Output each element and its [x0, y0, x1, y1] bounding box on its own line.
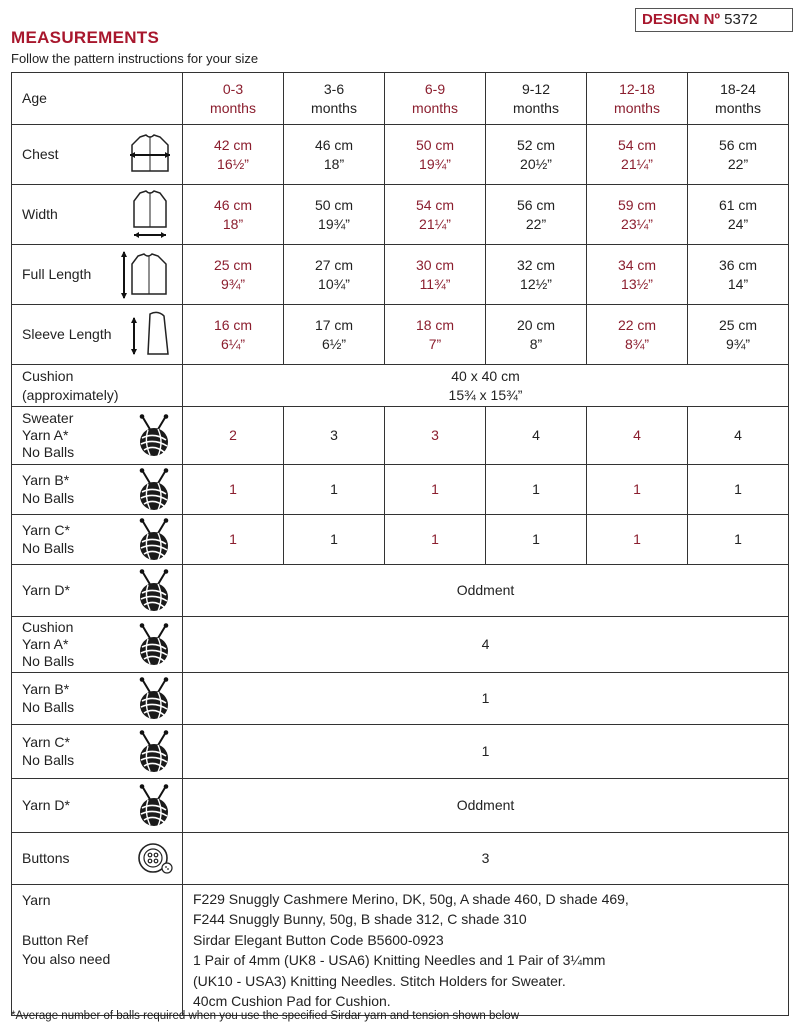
sleeve-length-cell	[486, 305, 587, 365]
age-label: Age	[22, 90, 47, 106]
button-ref-label: Button Ref	[22, 932, 89, 948]
yarn-ball-icon	[134, 730, 174, 774]
cushion-yarn-d-row	[12, 779, 789, 833]
chest-row	[12, 125, 789, 185]
sweater-yarn-a-cell: 2	[183, 407, 284, 465]
sleeve-length-in: 8”	[529, 335, 543, 352]
yarn-ball-icon	[134, 414, 174, 458]
full-length-cm: 34 cm	[617, 256, 657, 273]
full-length-label: Full Length	[22, 266, 92, 282]
sweater-yarn-b-cell: 1	[486, 465, 587, 515]
buttons-label-cell	[12, 833, 183, 885]
chest-cell	[486, 125, 587, 185]
size-unit: months	[311, 99, 357, 116]
sleeve-length-row	[12, 305, 789, 365]
sweater-yarn-b-cell: 1	[183, 465, 284, 515]
needles-line-1: 1 Pair of 4mm (UK8 - USA6) Knitting Needles and 1 Pair of 3¼mm	[193, 952, 606, 968]
design-number-label: DESIGN Nº	[642, 11, 720, 28]
sweater-yarn-d-row	[12, 565, 789, 617]
footnote: *Average number of balls required when you use the specified Sirdar yarn and tension shown below	[11, 1010, 520, 1022]
no-balls-label: No Balls	[22, 652, 75, 669]
full-length-cell	[688, 245, 789, 305]
size-range: 6-9	[424, 80, 446, 97]
yarn-line-2: F244 Snuggly Bunny, 50g, B shade 312, C shade 310	[193, 911, 527, 927]
size-6-9-cell	[385, 73, 486, 125]
sweater-yarn-a-cell: 4	[486, 407, 587, 465]
cushion-section-label: Cushion	[22, 618, 74, 635]
sweater-yarn-c-cell: 1	[688, 515, 789, 565]
length-measure-icon	[118, 248, 174, 302]
cushion-yarn-b-row	[12, 673, 789, 725]
design-number-box	[635, 8, 793, 32]
age-label-cell	[12, 73, 183, 125]
sleeve-length-cm: 16 cm	[213, 316, 253, 333]
width-cell	[688, 185, 789, 245]
yarn-c-label: Yarn C*	[22, 522, 70, 538]
sweater-label: Sweater	[22, 409, 74, 426]
sleeve-length-label: Sleeve Length	[22, 326, 112, 342]
full-length-row	[12, 245, 789, 305]
no-balls-label: No Balls	[22, 752, 75, 768]
chest-in: 18”	[323, 155, 345, 172]
sleeve-length-cell	[284, 305, 385, 365]
size-unit: months	[513, 99, 559, 116]
info-row	[12, 885, 789, 1016]
full-length-cell	[587, 245, 688, 305]
width-in: 22”	[525, 215, 547, 232]
chest-in: 22”	[727, 155, 749, 172]
width-label: Width	[22, 206, 58, 222]
width-cm: 61 cm	[718, 196, 758, 213]
width-cell	[183, 185, 284, 245]
yarn-b-label: Yarn B*	[22, 681, 70, 697]
size-range: 9-12	[521, 80, 551, 97]
sleeve-length-cm: 18 cm	[415, 316, 455, 333]
cushion-label: Cushion	[22, 367, 74, 384]
width-cell	[587, 185, 688, 245]
sleeve-length-in: 7”	[428, 335, 442, 352]
sweater-yarn-c-cell: 1	[486, 515, 587, 565]
sleeve-length-in: 6¼”	[220, 335, 246, 352]
width-in: 21¼”	[419, 215, 451, 232]
cushion-row	[12, 365, 789, 407]
width-label-cell	[12, 185, 183, 245]
page-subtitle: Follow the pattern instructions for your size	[11, 51, 259, 66]
chest-label-cell	[12, 125, 183, 185]
cushion-size-cm: 40 x 40 cm	[451, 367, 520, 384]
sweater-yarn-b-row	[12, 465, 789, 515]
full-length-cm: 30 cm	[415, 256, 455, 273]
info-label-cell	[12, 885, 183, 1016]
chest-measure-icon	[126, 131, 174, 179]
chest-cell	[385, 125, 486, 185]
sweater-yarn-b-label-cell	[12, 465, 183, 515]
size-range: 0-3	[222, 80, 244, 97]
yarn-a-label: Yarn A*	[22, 635, 69, 652]
sweater-yarn-c-row	[12, 515, 789, 565]
yarn-line-1: F229 Snuggly Cashmere Merino, DK, 50g, A shade 460, D shade 469,	[193, 890, 629, 907]
chest-cell	[688, 125, 789, 185]
buttons-row	[12, 833, 789, 885]
sleeve-length-in: 9¾”	[725, 335, 751, 352]
sleeve-length-label-cell	[12, 305, 183, 365]
page-title: MEASUREMENTS	[11, 28, 160, 47]
yarn-ball-icon	[134, 677, 174, 721]
sleeve-length-cell	[183, 305, 284, 365]
button-ref-line: Sirdar Elegant Button Code B5600-0923	[193, 931, 444, 948]
full-length-in: 13½”	[621, 275, 653, 292]
sweater-yarn-b-cell: 1	[385, 465, 486, 515]
cushion-yarn-d-cell: Oddment	[183, 779, 789, 833]
sleeve-length-cell	[688, 305, 789, 365]
width-cm: 54 cm	[415, 196, 455, 213]
width-in: 23¼”	[621, 215, 653, 232]
sweater-yarn-b-cell: 1	[284, 465, 385, 515]
sweater-yarn-c-cell: 1	[284, 515, 385, 565]
full-length-cell	[183, 245, 284, 305]
sweater-yarn-a-row	[12, 407, 789, 465]
full-length-cell	[385, 245, 486, 305]
yarn-c-label: Yarn C*	[22, 734, 70, 750]
full-length-in: 12½”	[520, 275, 552, 292]
size-range: 18-24	[720, 80, 756, 97]
width-cell	[385, 185, 486, 245]
needles-line-2: (UK10 - USA3) Knitting Needles. Stitch Holders for Sweater.	[193, 972, 566, 989]
no-balls-label: No Balls	[22, 490, 75, 506]
chest-in: 16½”	[217, 155, 249, 172]
chest-cell	[284, 125, 385, 185]
sleeve-length-cm: 20 cm	[516, 316, 556, 333]
sweater-yarn-b-cell: 1	[587, 465, 688, 515]
cushion-yarn-c-label-cell	[12, 725, 183, 779]
width-row	[12, 185, 789, 245]
size-range: 12-18	[619, 80, 655, 97]
full-length-cm: 25 cm	[213, 256, 253, 273]
width-cm: 59 cm	[617, 196, 657, 213]
width-cell	[284, 185, 385, 245]
no-balls-label: No Balls	[22, 540, 75, 556]
measurements-table	[11, 72, 789, 1016]
sweater-yarn-a-label-cell	[12, 407, 183, 465]
cushion-approx-label: (approximately)	[22, 386, 119, 403]
sweater-yarn-d-cell: Oddment	[183, 565, 789, 617]
chest-cm: 56 cm	[718, 136, 758, 153]
full-length-in: 14”	[727, 275, 749, 292]
yarn-ball-icon	[134, 623, 174, 667]
also-need-label: You also need	[22, 951, 111, 967]
width-cell	[486, 185, 587, 245]
sleeve-length-cm: 22 cm	[617, 316, 657, 333]
chest-cm: 50 cm	[415, 136, 455, 153]
width-cm: 46 cm	[213, 196, 253, 213]
cushion-yarn-d-label-cell	[12, 779, 183, 833]
yarn-ball-icon	[134, 569, 174, 613]
sleeve-length-cm: 25 cm	[718, 316, 758, 333]
sweater-yarn-c-cell: 1	[183, 515, 284, 565]
sweater-yarn-a-cell: 3	[385, 407, 486, 465]
size-unit: months	[614, 99, 660, 116]
chest-cm: 54 cm	[617, 136, 657, 153]
yarn-ball-icon	[134, 784, 174, 828]
cushion-yarn-b-label-cell	[12, 673, 183, 725]
size-unit: months	[715, 99, 761, 116]
chest-in: 20½”	[520, 155, 552, 172]
sleeve-length-cm: 17 cm	[314, 316, 354, 333]
sleeve-length-in: 6½”	[321, 335, 347, 352]
full-length-in: 9¾”	[220, 275, 246, 292]
sweater-yarn-a-cell: 4	[688, 407, 789, 465]
width-cm: 56 cm	[516, 196, 556, 213]
design-number-value: 5372	[724, 11, 758, 28]
size-unit: months	[210, 99, 256, 116]
yarn-a-label: Yarn A*	[22, 426, 69, 443]
full-length-cm: 32 cm	[516, 256, 556, 273]
yarn-info-label: Yarn	[22, 892, 51, 908]
sweater-yarn-d-label-cell	[12, 565, 183, 617]
chest-cm: 42 cm	[213, 136, 253, 153]
sweater-yarn-a-cell: 3	[284, 407, 385, 465]
sweater-yarn-c-cell: 1	[587, 515, 688, 565]
chest-label: Chest	[22, 146, 59, 162]
button-icon	[136, 841, 174, 877]
cushion-yarn-a-row	[12, 617, 789, 673]
width-in: 19¾”	[318, 215, 350, 232]
chest-cm: 52 cm	[516, 136, 556, 153]
full-length-in: 11¾”	[419, 275, 451, 292]
cushion-label-cell	[12, 365, 183, 407]
cushion-size-cell	[183, 365, 789, 407]
size-0-3-cell	[183, 73, 284, 125]
chest-cell	[587, 125, 688, 185]
full-length-cell	[284, 245, 385, 305]
width-in: 24”	[727, 215, 749, 232]
sleeve-measure-icon	[128, 308, 174, 362]
chest-cm: 46 cm	[314, 136, 354, 153]
cushion-size-in: 15¾ x 15¾”	[448, 386, 523, 403]
age-row	[12, 73, 789, 125]
full-length-cm: 27 cm	[314, 256, 354, 273]
yarn-ball-icon	[134, 468, 174, 512]
width-cm: 50 cm	[314, 196, 354, 213]
buttons-label: Buttons	[22, 850, 70, 866]
yarn-d-label: Yarn D*	[22, 582, 70, 598]
sweater-yarn-c-label-cell	[12, 515, 183, 565]
cushion-yarn-c-cell: 1	[183, 725, 789, 779]
cushion-yarn-a-cell: 4	[183, 617, 789, 673]
chest-in: 21¼”	[621, 155, 653, 172]
no-balls-label: No Balls	[22, 699, 75, 715]
full-length-label-cell	[12, 245, 183, 305]
size-3-6-cell	[284, 73, 385, 125]
size-range: 3-6	[323, 80, 345, 97]
chest-cell	[183, 125, 284, 185]
yarn-d-label: Yarn D*	[22, 797, 70, 813]
no-balls-label: No Balls	[22, 443, 75, 460]
sleeve-length-cell	[385, 305, 486, 365]
full-length-cm: 36 cm	[718, 256, 758, 273]
size-12-18-cell	[587, 73, 688, 125]
yarn-ball-icon	[134, 518, 174, 562]
full-length-in: 10¾”	[318, 275, 350, 292]
cushion-pad-line: 40cm Cushion Pad for Cushion.	[193, 993, 391, 1009]
chest-in: 19¾”	[419, 155, 451, 172]
size-unit: months	[412, 99, 458, 116]
buttons-cell: 3	[183, 833, 789, 885]
width-measure-icon	[126, 189, 174, 241]
info-cell	[183, 885, 789, 1016]
width-in: 18”	[222, 215, 244, 232]
cushion-yarn-a-label-cell	[12, 617, 183, 673]
cushion-yarn-b-cell: 1	[183, 673, 789, 725]
sweater-yarn-c-cell: 1	[385, 515, 486, 565]
yarn-b-label: Yarn B*	[22, 472, 70, 488]
sweater-yarn-a-cell: 4	[587, 407, 688, 465]
size-18-24-cell	[688, 73, 789, 125]
size-9-12-cell	[486, 73, 587, 125]
sleeve-length-in: 8¾”	[624, 335, 650, 352]
cushion-yarn-c-row	[12, 725, 789, 779]
sleeve-length-cell	[587, 305, 688, 365]
sweater-yarn-b-cell: 1	[688, 465, 789, 515]
full-length-cell	[486, 245, 587, 305]
